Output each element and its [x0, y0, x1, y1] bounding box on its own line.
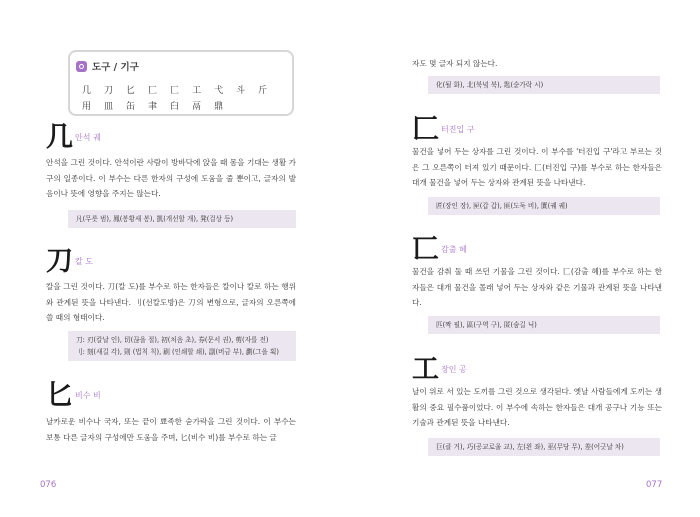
radical-heading-ji — [46, 124, 101, 151]
tools-header — [76, 59, 139, 73]
tool-char: 用 — [82, 102, 92, 112]
radical-description: 안석을 그린 것이다. 안석이란 사람이 방바닥에 앉을 때 몸을 기대는 생활 가구의 일종이다. 이 부수는 다른 한자의 구성에 도움을 줄 뿐이고, 글자의 발음이나 뜻에 영향을 주지는 않는다. — [46, 158, 296, 198]
radical-heading-xi — [412, 236, 467, 263]
continued-text: 자도 몇 글자 되지 않는다. — [412, 59, 498, 68]
tools-row-2 — [82, 99, 223, 112]
example-box — [428, 316, 660, 334]
radical-char: 几 — [46, 122, 73, 153]
radical-name: 감출 혜 — [441, 245, 467, 254]
tool-char: 聿 — [148, 102, 158, 112]
example-box — [68, 331, 296, 361]
example-box — [68, 210, 296, 228]
tool-char: 鼎 — [214, 102, 224, 112]
example-box — [428, 438, 660, 456]
radical-description: 날카로운 비수나 국자, 또는 끝이 뾰족한 숟가락을 그린 것이다. 이 부수는 보통 다른 글자의 구성에만 도움을 주며, 匕(비수 비)를 부수로 하는 글 — [46, 417, 296, 442]
radical-heading-dao — [46, 248, 93, 275]
tool-char: 匕 — [126, 86, 136, 96]
radical-description: 물건을 감춰 둘 때 쓰던 기물을 그린 것이다. 匸(감출 혜)를 부수로 하는 한자들은 대개 물건을 몰래 넣어 두는 상자와 같은 기물과 관계된 뜻을 나타낸다. — [412, 267, 662, 307]
radical-name: 터진입 구 — [441, 125, 475, 134]
radical-heading-gong — [412, 356, 467, 383]
tool-char: 斗 — [236, 86, 246, 96]
example-line: 化(될 화), 北(북녘 북), 匙(숟가락 시) — [436, 81, 544, 89]
tool-char: 匸 — [170, 86, 180, 96]
right-page — [350, 0, 700, 517]
tools-title: 도구 / 기구 — [92, 62, 139, 73]
example-line: 刂: 刻(새길 각), 則 (법칙 칙), 刷 (인쇄할 쇄), 副(버금 부), 劃(그을 획) — [76, 348, 279, 356]
tools-box — [68, 50, 294, 116]
radical-name: 안석 궤 — [75, 133, 101, 142]
example-line: 匠(장인 장), 匣(갑 갑), 匪(도둑 비), 匱(궤 궤) — [436, 202, 568, 210]
radical-heading-bi — [46, 382, 101, 409]
page-number: 077 — [646, 480, 663, 490]
tool-char: 皿 — [104, 102, 114, 112]
radical-char: 匸 — [412, 234, 439, 265]
tool-char: 鬲 — [192, 102, 202, 112]
radical-name: 칼 도 — [75, 257, 93, 266]
radical-name: 장인 공 — [441, 365, 467, 374]
tool-char: 弋 — [214, 86, 224, 96]
radical-char: 刀 — [46, 246, 73, 277]
tool-char: 匚 — [148, 86, 158, 96]
radical-description: 물건을 넣어 두는 상자를 그린 것이다. 이 부수를 '터진입 구'라고 부르는 것은 그 오른쪽이 터져 있기 때문이다. 匚(터진입 구)를 부수로 하는 한자들은 대개 물건을 넣어 두는 상자와 관계된 뜻을 나타낸다. — [412, 147, 662, 187]
example-box — [428, 197, 660, 215]
example-box — [428, 76, 660, 94]
radical-char: 匕 — [46, 380, 73, 411]
tool-char: 斤 — [258, 86, 268, 96]
radical-name: 비수 비 — [75, 391, 101, 400]
tools-row-1 — [82, 83, 267, 96]
radical-char: 工 — [412, 354, 439, 385]
tool-char: 刀 — [104, 86, 114, 96]
tool-char: 臼 — [170, 102, 180, 112]
tool-char: 缶 — [126, 102, 136, 112]
example-line: 凡(무릇 범), 鳳(봉황새 봉), 凱(개선할 개), 凳(걸상 등) — [76, 215, 234, 223]
tool-char: 几 — [82, 86, 92, 96]
radical-description: 칼을 그린 것이다. 刀(칼 도)를 부수로 하는 한자들은 칼이나 칼로 하는 행위와 관계된 뜻을 나타낸다. 刂(선칼도방)은 刀의 변형으로, 글자의 오른쪽에 쓸 때의 형태이다. — [46, 282, 296, 322]
example-line: 匹(짝 필), 區(구역 구), 匿(숨길 닉) — [436, 321, 537, 329]
page-number: 076 — [40, 480, 57, 490]
radical-description: 날이 위로 서 있는 도끼를 그린 것으로 생각된다. 옛날 사람들에게 도끼는 생활의 중요 필수품이었다. 이 부수에 속하는 한자들은 대개 공구나 기능 또는 기술과 관계된 뜻을 나타낸다. — [412, 387, 662, 427]
example-line: 巨(클 거), 巧(공교로울 교), 左(왼 좌), 巫(무당 무), 差(어긋날 차) — [436, 443, 624, 451]
radical-char: 匚 — [412, 114, 439, 145]
tag-icon — [76, 61, 87, 72]
tool-char: 工 — [192, 86, 202, 96]
example-line: 刀: 刃(칼날 인), 切(끊을 절), 初(처음 초), 券(문서 권), 剪(자를 전) — [76, 336, 269, 344]
radical-heading-fang — [412, 116, 474, 143]
